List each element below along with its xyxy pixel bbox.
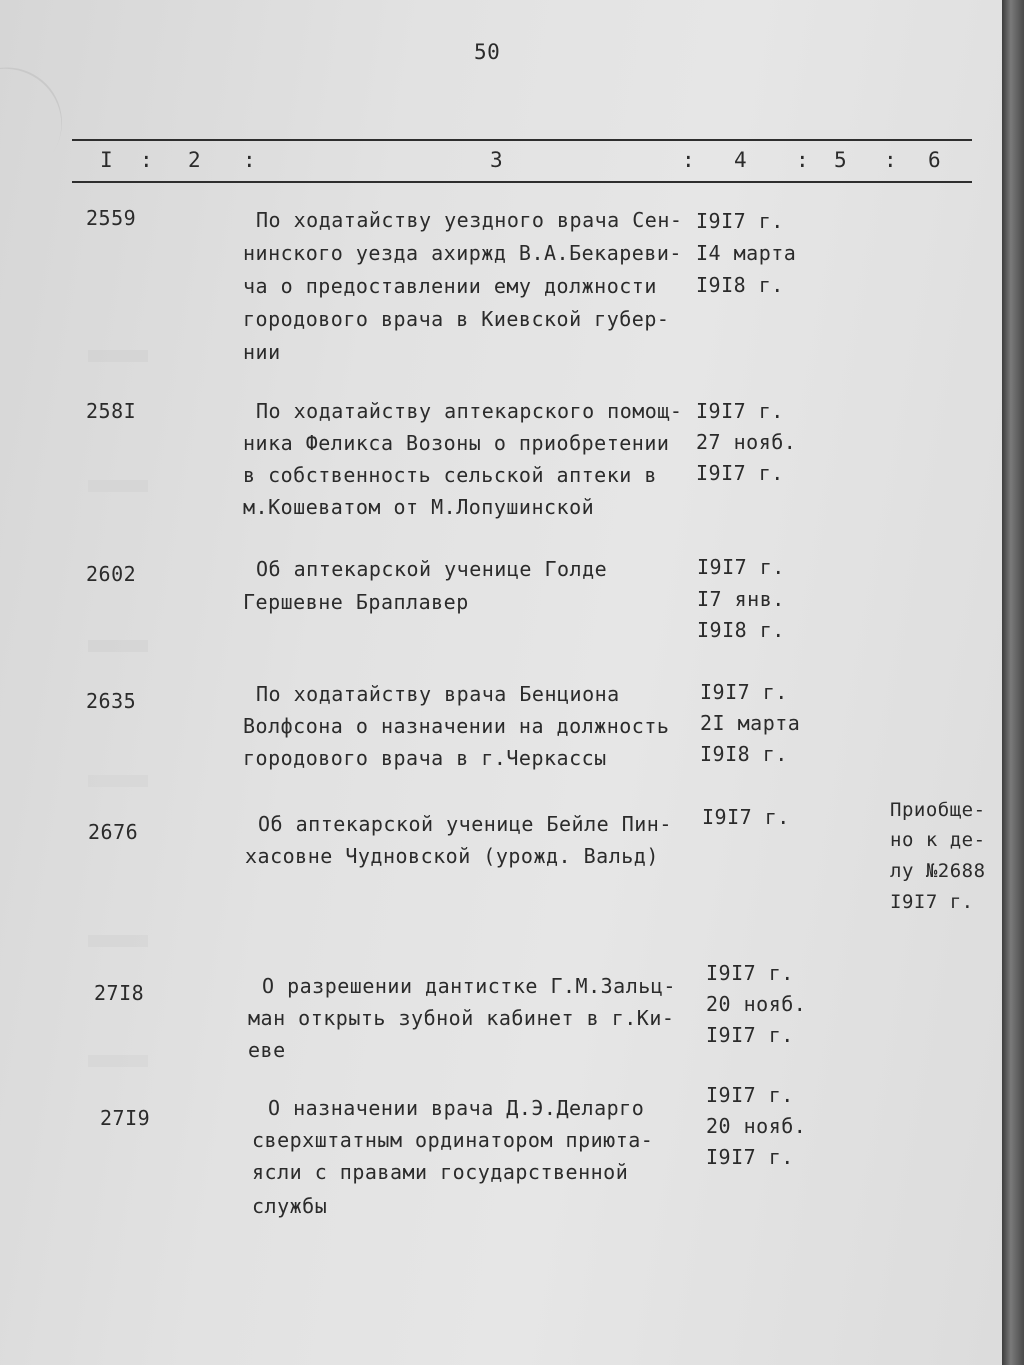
column-separator: :: [140, 148, 154, 172]
bleed-through-mark: [88, 1055, 148, 1067]
entry-description-line: ча о предоставлении ему должности: [243, 274, 657, 298]
entry-description-line: ясли с правами государственной: [252, 1160, 629, 1184]
entry-description-line: Об аптекарской ученице Бейле Пин-: [258, 812, 672, 836]
entry-description-line: м.Кошеватом от М.Лопушинской: [243, 495, 595, 519]
entry-number: 2602: [86, 562, 137, 586]
entry-date-line: I9I7 г.: [697, 555, 785, 579]
entry-number: 2559: [86, 206, 137, 230]
bleed-through-mark: [88, 350, 148, 362]
column-separator: :: [884, 148, 898, 172]
entry-description-line: ман открыть зубной кабинет в г.Ки-: [248, 1006, 675, 1030]
entry-description-line: службы: [252, 1194, 328, 1218]
column-header-6: 6: [928, 148, 942, 172]
entry-date-line: I9I7 г.: [696, 209, 784, 233]
entry-date-line: I9I7 г.: [706, 961, 794, 985]
entry-number: 2635: [86, 689, 137, 713]
entry-date-line: 20 нояб.: [706, 1114, 807, 1138]
entry-number: 258I: [86, 399, 137, 423]
entry-description-line: нинского уезда ахиржд В.А.Бекареви-: [243, 241, 682, 265]
entry-number: 27I8: [94, 981, 145, 1005]
header-top-rule: [72, 139, 972, 141]
entry-description-line: в собственность сельской аптеки в: [243, 463, 657, 487]
column-header-4: 4: [734, 148, 748, 172]
entry-note-line: Приобще-: [890, 799, 986, 821]
entry-description-line: Волфсона о назначении на должность: [243, 714, 670, 738]
entry-date-line: 27 нояб.: [696, 430, 797, 454]
bleed-through-mark: [88, 935, 148, 947]
entry-description-line: еве: [248, 1038, 286, 1062]
entry-date-line: I9I7 г.: [700, 680, 788, 704]
column-header-1: I: [100, 148, 114, 172]
entry-date-line: 20 нояб.: [706, 992, 807, 1016]
entry-number: 2676: [88, 820, 139, 844]
entry-date-line: I9I7 г.: [706, 1083, 794, 1107]
entry-date-line: I9I7 г.: [696, 461, 784, 485]
entry-date-line: I9I8 г.: [700, 742, 788, 766]
column-separator: :: [243, 148, 257, 172]
entry-date-line: I7 янв.: [697, 587, 785, 611]
entry-description-line: городового врача в г.Черкассы: [243, 746, 607, 770]
page-number: 50: [474, 40, 501, 64]
entry-note-line: I9I7 г.: [890, 891, 974, 913]
bleed-through-mark: [88, 775, 148, 787]
entry-date-line: I9I7 г.: [706, 1023, 794, 1047]
entry-date-line: I9I7 г.: [702, 805, 790, 829]
entry-description-line: хасовне Чудновской (урожд. Вальд): [245, 844, 659, 868]
entry-note-line: но к де-: [890, 829, 986, 851]
entry-date-line: I9I7 г.: [696, 399, 784, 423]
entry-description-line: По ходатайству врача Бенциона: [256, 682, 620, 706]
column-separator: :: [796, 148, 810, 172]
entry-description-line: Гершевне Браплавер: [243, 590, 469, 614]
entry-description-line: По ходатайству уездного врача Сен-: [256, 208, 683, 232]
entry-description-line: Об аптекарской ученице Голде: [256, 557, 608, 581]
entry-description-line: По ходатайству аптекарского помощ-: [256, 399, 683, 423]
column-header-2: 2: [188, 148, 202, 172]
column-header-3: 3: [490, 148, 504, 172]
entry-date-line: 2I марта: [700, 711, 801, 735]
entry-date-line: I9I8 г.: [696, 273, 784, 297]
bleed-through-mark: [88, 640, 148, 652]
page-curl-mark: [0, 46, 84, 176]
page-edge-shadow: [1002, 0, 1024, 1365]
bleed-through-mark: [88, 480, 148, 492]
entry-description-line: сверхштатным ординатором приюта-: [252, 1128, 654, 1152]
column-separator: :: [682, 148, 696, 172]
entry-description-line: городового врача в Киевской губер-: [243, 307, 670, 331]
entry-description-line: ника Феликса Возоны о приобретении: [243, 431, 670, 455]
entry-description-line: нии: [243, 340, 281, 364]
entry-description-line: О назначении врача Д.Э.Деларго: [268, 1096, 645, 1120]
entry-date-line: I9I7 г.: [706, 1145, 794, 1169]
entry-description-line: О разрешении дантистке Г.М.Зальц-: [262, 974, 676, 998]
entry-date-line: I4 марта: [696, 241, 797, 265]
entry-note-line: лу №2688: [890, 860, 986, 882]
header-bottom-rule: [72, 181, 972, 183]
entry-number: 27I9: [100, 1106, 151, 1130]
entry-date-line: I9I8 г.: [697, 618, 785, 642]
column-header-5: 5: [834, 148, 848, 172]
